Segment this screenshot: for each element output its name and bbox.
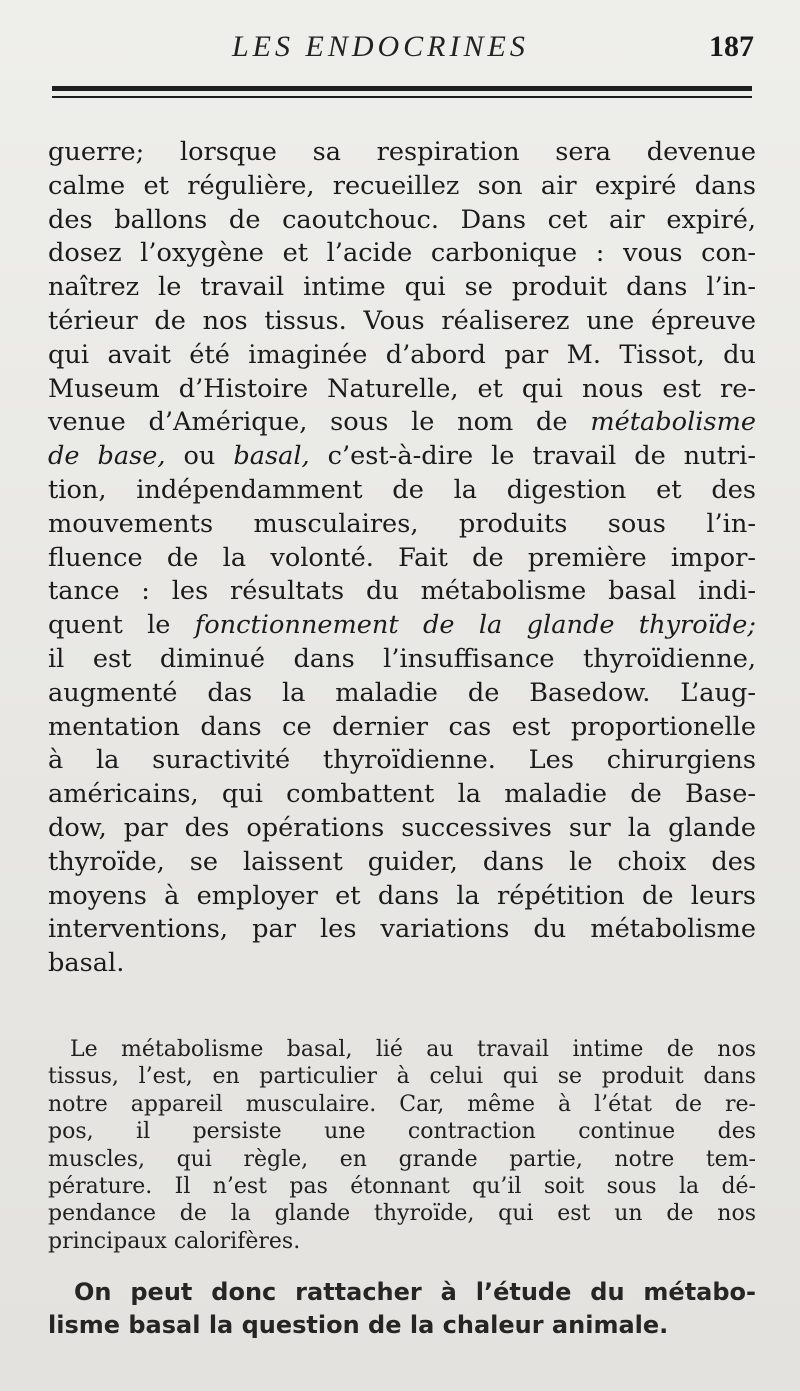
- note-line: pendance de la glande thyroïde, qui est un de nos: [48, 1201, 756, 1227]
- text-line: guerre; lorsque sa respiration sera devenue: [48, 137, 756, 167]
- running-header: [0, 30, 800, 70]
- note-line: pérature. Il n’est pas étonnant qu’il soit sous la dé-: [48, 1174, 756, 1200]
- italic-term: métabolisme: [590, 407, 756, 438]
- text-segment: quent le: [48, 610, 171, 641]
- text-line: il est diminué dans l’insuffisance thyroïdienne,: [48, 643, 756, 674]
- text-line: interventions, par les variations du métabolisme: [48, 914, 756, 945]
- text-line: dosez l’oxygène et l’acide carbonique : vous con-: [48, 238, 756, 269]
- note-paragraph: [48, 1036, 756, 1255]
- header-rule-thin: [52, 96, 752, 98]
- text-line: naîtrez le travail intime qui se produit dans l’in-: [48, 272, 756, 303]
- text-line: mentation dans ce dernier cas est proportionelle: [48, 711, 756, 742]
- main-paragraph: [48, 136, 756, 981]
- text-line: tion, indépendamment de la digestion et des: [48, 474, 756, 505]
- text-line: térieur de nos tissus. Vous réaliserez une épreuve: [48, 305, 756, 336]
- note-line: principaux calorifères.: [48, 1228, 301, 1254]
- text-line: américains, qui combattent la maladie de Base-: [48, 779, 756, 810]
- text-line: qui avait été imaginée d’abord par M. Tissot, du: [48, 339, 756, 370]
- text-segment: venue d’Amérique, sous le nom de: [48, 407, 568, 438]
- note-line: Le métabolisme basal, lié au travail intime de nos: [70, 1037, 756, 1062]
- text-segment: ou: [165, 441, 234, 472]
- text-line: des ballons de caoutchouc. Dans cet air expiré,: [48, 204, 756, 235]
- note-line: pos, il persiste une contraction continue des: [48, 1119, 756, 1145]
- italic-term: basal,: [233, 441, 310, 472]
- running-title: LES ENDOCRINES: [232, 30, 529, 63]
- note-line: tissus, l’est, en particulier à celui qui se produit dans: [48, 1064, 756, 1090]
- italic-term: fonctionnement de la glande thyroïde;: [194, 610, 757, 641]
- page-number: 187: [709, 30, 754, 63]
- text-line: thyroïde, se laissent guider, dans le choix des: [48, 846, 756, 877]
- text-line-mixed: [48, 609, 756, 643]
- note-line: notre appareil musculaire. Car, même à l’état de re-: [48, 1091, 756, 1117]
- closing-line: On peut donc rattacher à l’étude du métabo-: [74, 1278, 756, 1306]
- text-line: dow, par des opérations successives sur la glande: [48, 812, 756, 843]
- closing-paragraph: [48, 1276, 756, 1342]
- text-line-mixed: [48, 440, 756, 474]
- text-line: augmenté das la maladie de Basedow. L’aug-: [48, 677, 756, 708]
- text-line: moyens à employer et dans la répétition de leurs: [48, 880, 756, 911]
- closing-line: lisme basal la question de la chaleur animale.: [48, 1311, 669, 1339]
- text-line: basal.: [48, 948, 125, 979]
- text-line: Museum d’Histoire Naturelle, et qui nous est re-: [48, 373, 756, 404]
- text-line: mouvements musculaires, produits sous l’in-: [48, 508, 756, 539]
- text-line-mixed: [48, 406, 756, 440]
- text-line: à la suractivité thyroïdienne. Les chirurgiens: [48, 745, 756, 776]
- text-line: calme et régulière, recueillez son air expiré dans: [48, 170, 756, 201]
- note-line: muscles, qui règle, en grande partie, notre tem-: [48, 1146, 756, 1172]
- header-rule-thick: [52, 86, 752, 91]
- text-line: tance : les résultats du métabolisme basal indi-: [48, 576, 756, 607]
- text-segment: c’est-à-dire le travail de nutri-: [309, 441, 756, 472]
- italic-term: de base,: [48, 441, 166, 472]
- text-line: fluence de la volonté. Fait de première impor-: [48, 542, 756, 573]
